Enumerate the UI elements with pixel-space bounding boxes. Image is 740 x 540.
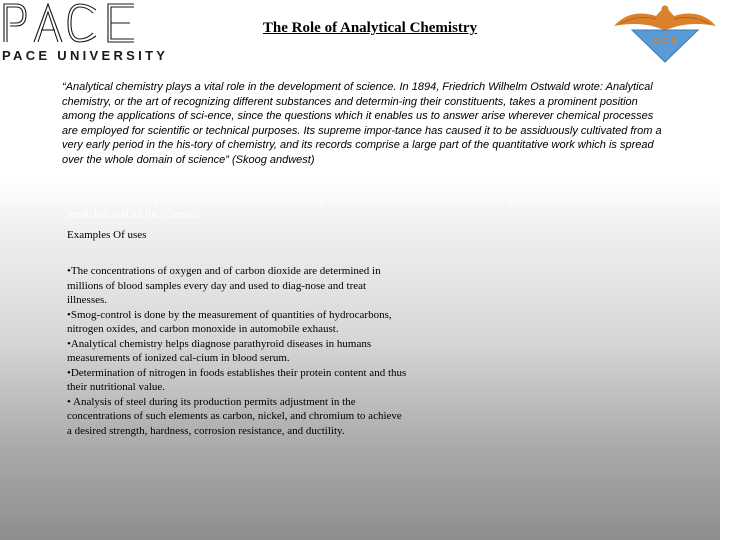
list-item: •Analytical chemistry helps diagnose parathyroid diseases in humans measurements of ionized cal-cium in blood serum. — [67, 337, 372, 364]
list-item: •Determination of nitrogen in foods establishes their protein content and thus their nutritional value. — [67, 366, 407, 393]
page-title: The Role of Analytical Chemistry — [262, 20, 478, 36]
list-item: •The concentrations of oxygen and of carbon dioxide are determined in millions of blood samples every day and used to diag-nose and treat illnesses. — [67, 265, 381, 306]
examples-heading: Examples Of uses — [67, 229, 147, 241]
acs-letters: A C S — [653, 36, 677, 46]
acs-eagle-logo — [610, 0, 720, 64]
uses-list — [67, 264, 407, 438]
acs-shield-icon — [632, 30, 698, 62]
pace-university-wordmark: PACE UNIVERSITY — [2, 48, 169, 63]
eagle-icon — [614, 6, 716, 31]
list-item: •Smog-control is done by the measurement of quantities of hydrocarbons, nitrogen oxides, and carbon monoxide in automobile exhaust. — [67, 308, 392, 335]
intro-paragraph: Analytical chemistry has evolved from an art of court magicians to alchemist’s into a sci-ence with applications throughout industry, medicine, and all the sciences. — [67, 194, 651, 220]
list-item: • Analysis of steel during its production permits adjustment in the concentrations of such elements as carbon, nickel, and chromium to achieve a desired strength, hardness, corrosion resistance, and ductility. — [67, 395, 402, 437]
ostwald-quote: “Analytical chemistry plays a vital role in the development of science. In 1894, Friedrich Wilhelm Ostwald wrote: Analytical chemistry, or the art of recognizing different substances and determin-ing their constituents, takes a prominent position among the applications of sci-ence, since the questions which it enables us to answer arise wherever chemical processes are employed for scientific or technical purposes. Its supreme impor-tance has caused it to be assiduously cultivated from a very early period in the his-tory of chemistry, and its records comprise a large part of the quantitative work which is spread over the whole domain of science” (Skoog andwest) — [62, 81, 662, 166]
